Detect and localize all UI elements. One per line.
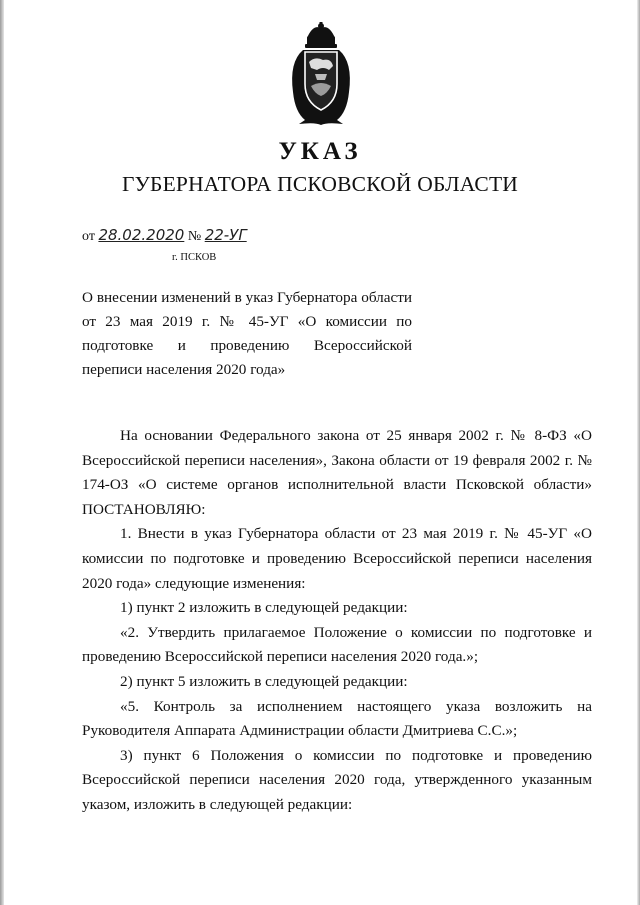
paragraph: 1. Внести в указ Губернатора области от 23 мая 2019 г. № 45-УГ «О комиссии по подготовке и проведению Всероссийской переписи населения 2020 года» следующие изменения: — [82, 525, 592, 592]
document-issuer: ГУБЕРНАТОРА ПСКОВСКОЙ ОБЛАСТИ — [121, 172, 519, 196]
paragraph: 2) пункт 5 изложить в следующей редакции: — [120, 672, 408, 690]
date-number-line — [82, 226, 247, 245]
paragraph: 1) пункт 2 изложить в следующей редакции: — [120, 599, 408, 617]
city-label: г. ПСКОВ — [172, 252, 217, 263]
date-prefix: от — [82, 229, 95, 244]
paragraph: «2. Утвердить прилагаемое Положение о комиссии по подготовке и проведению Всероссийской переписи населения 2020 года.»; — [82, 623, 592, 666]
paragraph: 3) пункт 6 Положения о комиссии по подготовке и проведению Всероссийской переписи населения 2020 года, утвержденного указанным указом, изложить в следующей редакции: — [82, 746, 592, 813]
scan-edge-left — [0, 0, 4, 905]
document-subject: О внесении изменений в указ Губернатора области от 23 мая 2019 г. № 45-УГ «О комиссии по подготовке и проведению Всероссийской переписи населения 2020 года» — [82, 289, 412, 378]
document-body — [82, 424, 592, 818]
paragraph: «5. Контроль за исполнением настоящего указа возложить на Руководителя Аппарата Администрации области Дмитриева С.С.»; — [82, 697, 592, 740]
number-prefix: № — [187, 229, 202, 244]
document-type-title: УКАЗ — [278, 138, 362, 165]
paragraph: На основании Федерального закона от 25 января 2002 г. № 8-ФЗ «О Всероссийской переписи населения», Закона области от 19 февраля 2002 г. № 174-ОЗ «О системе органов исполнительной власти Псковской области» ПОСТАНОВЛЯЮ: — [82, 427, 592, 518]
pskov-coat-of-arms-icon — [285, 22, 357, 126]
handwritten-number: 22-УГ — [204, 226, 247, 244]
handwritten-date: 28.02.2020 — [98, 226, 185, 244]
